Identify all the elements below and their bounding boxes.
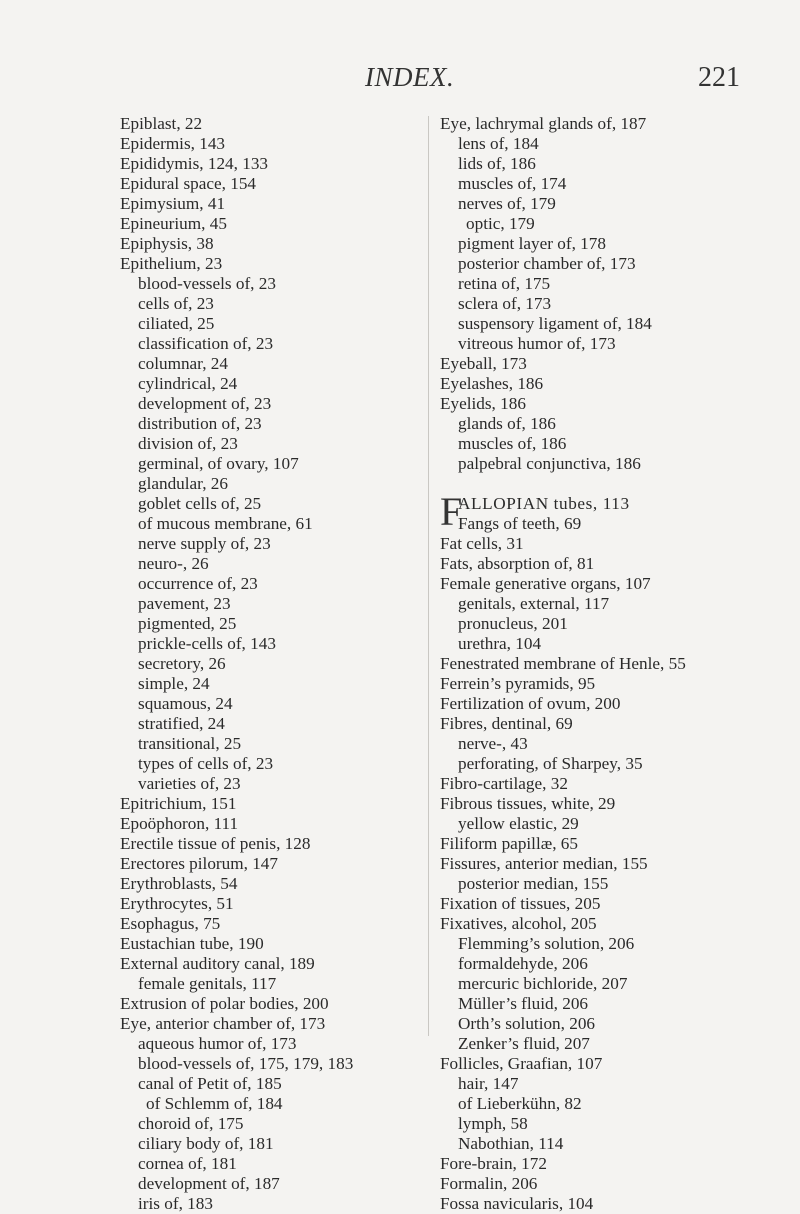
index-entry-text: of Lieberkühn, 82 — [458, 1094, 582, 1113]
drop-cap: F — [440, 489, 463, 534]
index-entry-text: of mucous membrane, 61 — [138, 514, 313, 533]
index-entry — [440, 694, 760, 714]
index-subentry — [120, 1134, 400, 1154]
index-entry — [440, 574, 760, 594]
index-subentry — [440, 994, 760, 1014]
index-entry-text: types of cells of, 23 — [138, 754, 274, 773]
index-entry-text: Fat cells, 31 — [440, 534, 524, 553]
index-subentry — [120, 654, 400, 674]
index-entry — [120, 174, 400, 194]
index-entry — [440, 714, 760, 734]
index-group-e — [440, 114, 760, 474]
index-entry-text: Nabothian, 114 — [458, 1134, 564, 1153]
index-entry-text: nerve supply of, 23 — [138, 534, 271, 553]
index-entry-text: Extrusion of polar bodies, 200 — [120, 994, 329, 1013]
index-entry-text: Eustachian tube, 190 — [120, 934, 264, 953]
column-divider — [428, 116, 429, 1036]
index-entry-text: ciliated, 25 — [138, 314, 215, 333]
index-subentry — [440, 1094, 760, 1114]
index-entry-text: retina of, 175 — [458, 274, 551, 293]
index-entry-text: Fats, absorption of, 81 — [440, 554, 595, 573]
index-subentry — [120, 314, 400, 334]
index-entry-text: sclera of, 173 — [458, 294, 552, 313]
index-entry-text: occurrence of, 23 — [138, 574, 258, 593]
index-subentry — [120, 434, 400, 454]
index-entry-text: Eyelashes, 186 — [440, 374, 544, 393]
index-entry-text: Epithelium, 23 — [120, 254, 223, 273]
index-subentry — [440, 1134, 760, 1154]
index-subentry — [120, 1054, 400, 1074]
index-entry-text: Fibrous tissues, white, 29 — [440, 794, 616, 813]
index-subentry — [120, 1114, 400, 1134]
index-entry-text: Esophagus, 75 — [120, 914, 221, 933]
index-subentry — [440, 154, 760, 174]
index-entry-text: nerve-, 43 — [458, 734, 528, 753]
running-head — [0, 62, 800, 102]
index-entry — [440, 1174, 760, 1194]
index-entry-text: cylindrical, 24 — [138, 374, 238, 393]
index-entry-text: Follicles, Graafian, 107 — [440, 1054, 603, 1073]
index-subentry — [440, 1074, 760, 1094]
index-subentry — [120, 974, 400, 994]
index-entry — [440, 374, 760, 394]
index-entry — [120, 934, 400, 954]
index-entry — [120, 994, 400, 1014]
index-entry-text: Fossa navicularis, 104 — [440, 1194, 594, 1213]
index-entry-text: germinal, of ovary, 107 — [138, 454, 299, 473]
index-entry-text: canal of Petit of, 185 — [138, 1074, 282, 1093]
index-entry-text: Erectile tissue of penis, 128 — [120, 834, 311, 853]
index-group-f — [440, 534, 760, 1214]
index-entry-text: blood-vessels of, 175, 179, 183 — [138, 1054, 354, 1073]
index-subentry — [120, 1174, 400, 1194]
index-entry-text: mercuric bichloride, 207 — [458, 974, 628, 993]
index-subentry — [120, 294, 400, 314]
index-subentry — [440, 274, 760, 294]
index-entry-text: cornea of, 181 — [138, 1154, 237, 1173]
index-subentry — [440, 734, 760, 754]
index-entry — [120, 114, 400, 134]
index-entry — [120, 834, 400, 854]
index-entry-text: goblet cells of, 25 — [138, 494, 262, 513]
index-subentry — [120, 574, 400, 594]
index-entry-text: Erectores pilorum, 147 — [120, 854, 278, 873]
index-entry — [440, 794, 760, 814]
index-entry-text: formaldehyde, 206 — [458, 954, 588, 973]
index-entry — [440, 914, 760, 934]
index-entry-text: Zenker’s fluid, 207 — [458, 1034, 590, 1053]
index-subentry — [120, 354, 400, 374]
index-entry-text: Formalin, 206 — [440, 1174, 538, 1193]
section-break — [440, 474, 760, 494]
index-entry-text: yellow elastic, 29 — [458, 814, 579, 833]
index-subentry — [440, 1114, 760, 1134]
index-entry — [120, 874, 400, 894]
index-subentry — [120, 474, 400, 494]
page-number: 221 — [698, 62, 740, 93]
index-subentry — [440, 614, 760, 634]
index-entry-text: muscles of, 174 — [458, 174, 567, 193]
index-entry-text: distribution of, 23 — [138, 414, 262, 433]
index-subentry — [120, 614, 400, 634]
index-subentry — [440, 454, 760, 474]
index-subentry — [120, 414, 400, 434]
index-entry-text: Fangs of teeth, 69 — [458, 514, 582, 533]
index-entry-text: pigmented, 25 — [138, 614, 237, 633]
page-title: INDEX. — [365, 62, 455, 92]
index-subentry — [440, 814, 760, 834]
index-entry-text: Epimysium, 41 — [120, 194, 226, 213]
index-entry-text: of Schlemm of, 184 — [146, 1094, 283, 1113]
index-entry — [440, 654, 760, 674]
index-entry — [440, 674, 760, 694]
index-subentry — [120, 694, 400, 714]
index-entry-text: Fixation of tissues, 205 — [440, 894, 601, 913]
index-subentry — [120, 394, 400, 414]
index-entry-text: Filiform papillæ, 65 — [440, 834, 578, 853]
index-entry-text: hair, 147 — [458, 1074, 519, 1093]
index-entry-text: transitional, 25 — [138, 734, 242, 753]
index-subentry — [440, 254, 760, 274]
index-entry-text: Epididymis, 124, 133 — [120, 154, 269, 173]
index-subentry — [120, 754, 400, 774]
index-subentry — [440, 1034, 760, 1054]
index-subentry — [120, 494, 400, 514]
index-subentry — [440, 414, 760, 434]
index-entry-text: simple, 24 — [138, 674, 210, 693]
index-subentry — [440, 314, 760, 334]
index-subentry — [440, 174, 760, 194]
index-subentry — [440, 634, 760, 654]
index-entry-text: prickle-cells of, 143 — [138, 634, 276, 653]
index-entry — [440, 894, 760, 914]
index-entry-text: Epiphysis, 38 — [120, 234, 214, 253]
index-entry — [120, 234, 400, 254]
index-subentry — [440, 754, 760, 774]
index-entry — [120, 214, 400, 234]
index-subentry — [440, 194, 760, 214]
index-entry — [440, 774, 760, 794]
index-entry-text: glandular, 26 — [138, 474, 228, 493]
index-entry-text: Fore-brain, 172 — [440, 1154, 547, 1173]
index-entry-text: pavement, 23 — [138, 594, 231, 613]
index-subentry — [440, 294, 760, 314]
index-entry — [440, 1194, 760, 1214]
index-subentry — [120, 1154, 400, 1174]
index-entry-text: Eye, anterior chamber of, 173 — [120, 1014, 326, 1033]
index-entry — [440, 854, 760, 874]
index-entry-text: Fissures, anterior median, 155 — [440, 854, 648, 873]
index-entry-text: palpebral conjunctiva, 186 — [458, 454, 641, 473]
index-subentry — [440, 434, 760, 454]
index-entry-text: Epoöphoron, 111 — [120, 814, 239, 833]
index-entry-text: development of, 187 — [138, 1174, 280, 1193]
index-entry-text: glands of, 186 — [458, 414, 556, 433]
index-entry — [440, 114, 760, 134]
index-subentry — [440, 214, 760, 234]
index-entry-text: Fertilization of ovum, 200 — [440, 694, 621, 713]
index-entry-text: Flemming’s solution, 206 — [458, 934, 635, 953]
index-entry-text: Müller’s fluid, 206 — [458, 994, 589, 1013]
index-entry-text: lids of, 186 — [458, 154, 536, 173]
index-entry-text: choroid of, 175 — [138, 1114, 244, 1133]
index-entry-text: lymph, 58 — [458, 1114, 528, 1133]
index-subentry — [440, 594, 760, 614]
index-entry-text: Female generative organs, 107 — [440, 574, 651, 593]
index-entry-text: varieties of, 23 — [138, 774, 241, 793]
index-subentry — [440, 974, 760, 994]
index-entry-text: Epidural space, 154 — [120, 174, 257, 193]
index-entry-text: posterior median, 155 — [458, 874, 609, 893]
index-entry-text: stratified, 24 — [138, 714, 225, 733]
index-entry-text: Orth’s solution, 206 — [458, 1014, 596, 1033]
index-subentry — [120, 374, 400, 394]
index-entry-text: Erythrocytes, 51 — [120, 894, 234, 913]
index-entry-text: pigment layer of, 178 — [458, 234, 606, 253]
index-entry — [440, 554, 760, 574]
index-subentry — [120, 1094, 400, 1114]
index-entry-text: External auditory canal, 189 — [120, 954, 315, 973]
index-subentry — [120, 274, 400, 294]
index-entry-text: suspensory ligament of, 184 — [458, 314, 652, 333]
index-subentry — [120, 514, 400, 534]
index-entry — [120, 954, 400, 974]
index-entry-text: Eye, lachrymal glands of, 187 — [440, 114, 647, 133]
index-entry-text: secretory, 26 — [138, 654, 226, 673]
index-entry-text: perforating, of Sharpey, 35 — [458, 754, 643, 773]
index-entry — [440, 514, 760, 534]
index-entry-text: Eyeball, 173 — [440, 354, 527, 373]
index-entry-text: pronucleus, 201 — [458, 614, 568, 633]
index-column-right — [440, 114, 760, 1214]
index-entry-text: ciliary body of, 181 — [138, 1134, 274, 1153]
index-subentry — [120, 774, 400, 794]
index-entry-text: lens of, 184 — [458, 134, 539, 153]
index-subentry — [120, 1034, 400, 1054]
index-entry-text: Epiblast, 22 — [120, 114, 203, 133]
index-entry-text: Fibres, dentinal, 69 — [440, 714, 573, 733]
index-entry-text: Epineurium, 45 — [120, 214, 227, 233]
index-entry-text: optic, 179 — [466, 214, 535, 233]
index-entry — [120, 814, 400, 834]
index-entry-text: Eyelids, 186 — [440, 394, 526, 413]
index-entry-text: genitals, external, 117 — [458, 594, 610, 613]
index-subentry — [120, 734, 400, 754]
index-subentry — [120, 1074, 400, 1094]
index-entry-text: classification of, 23 — [138, 334, 274, 353]
index-entry-text: columnar, 24 — [138, 354, 228, 373]
index-subentry — [120, 534, 400, 554]
index-entry — [120, 194, 400, 214]
index-entry — [440, 1054, 760, 1074]
index-entry-text: cells of, 23 — [138, 294, 214, 313]
index-subentry — [440, 934, 760, 954]
index-entry-text: Fibro-cartilage, 32 — [440, 774, 568, 793]
index-entry — [440, 834, 760, 854]
index-entry-text: Ferrein’s pyramids, 95 — [440, 674, 596, 693]
index-entry — [440, 1154, 760, 1174]
index-entry-text: female genitals, 117 — [138, 974, 277, 993]
index-entry-text: ALLOPIAN tubes, 113 — [458, 494, 630, 513]
index-entry-text: Epidermis, 143 — [120, 134, 226, 153]
index-entry-text: muscles of, 186 — [458, 434, 567, 453]
index-subentry — [440, 874, 760, 894]
index-subentry — [120, 674, 400, 694]
index-subentry — [120, 594, 400, 614]
index-subentry — [120, 334, 400, 354]
index-entry-text: squamous, 24 — [138, 694, 233, 713]
index-subentry — [440, 334, 760, 354]
index-subentry — [120, 634, 400, 654]
index-entry — [120, 894, 400, 914]
index-entry-text: development of, 23 — [138, 394, 272, 413]
index-entry-text: iris of, 183 — [138, 1194, 213, 1213]
index-subentry — [440, 1014, 760, 1034]
index-entry — [120, 254, 400, 274]
index-subentry — [440, 134, 760, 154]
index-entry — [120, 794, 400, 814]
index-subentry — [440, 954, 760, 974]
index-subentry — [120, 714, 400, 734]
index-subentry — [440, 234, 760, 254]
index-entry-text: urethra, 104 — [458, 634, 542, 653]
index-entry-text: blood-vessels of, 23 — [138, 274, 276, 293]
index-subentry — [120, 1194, 400, 1214]
index-entry — [440, 354, 760, 374]
index-entry-text: posterior chamber of, 173 — [458, 254, 636, 273]
index-entry-text: Erythroblasts, 54 — [120, 874, 238, 893]
index-entry — [120, 154, 400, 174]
index-entry — [440, 534, 760, 554]
index-entry — [120, 914, 400, 934]
index-entry-text: Epitrichium, 151 — [120, 794, 237, 813]
index-entry — [120, 1014, 400, 1034]
index-entry-text: neuro-, 26 — [138, 554, 209, 573]
index-entry — [440, 394, 760, 414]
index-subentry — [120, 454, 400, 474]
index-entry-text: aqueous humor of, 173 — [138, 1034, 297, 1053]
index-entry-text: division of, 23 — [138, 434, 238, 453]
index-entry — [120, 134, 400, 154]
index-entry-text: vitreous humor of, 173 — [458, 334, 616, 353]
index-entry-text: Fenestrated membrane of Henle, 55 — [440, 654, 686, 673]
index-column-left — [120, 114, 400, 1214]
index-entry — [120, 854, 400, 874]
index-entry-text: nerves of, 179 — [458, 194, 556, 213]
index-entry-text: Fixatives, alcohol, 205 — [440, 914, 597, 933]
index-subentry — [120, 554, 400, 574]
